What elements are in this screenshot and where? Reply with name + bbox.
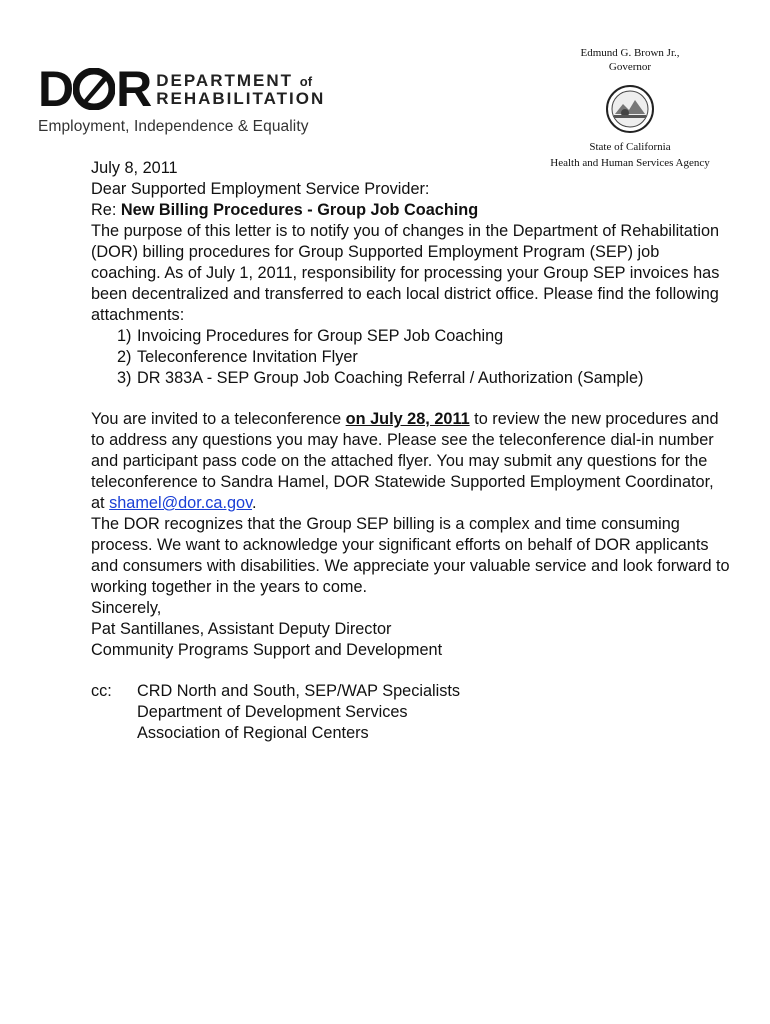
subject-label: Re: <box>91 201 117 219</box>
contact-email-link[interactable]: shamel@dor.ca.gov <box>109 494 253 512</box>
attachment-text: Teleconference Invitation Flyer <box>137 348 358 366</box>
dor-logo-o-icon <box>73 68 115 110</box>
department-line1: DEPARTMENT <box>156 70 294 90</box>
signer-name-title: Pat Santillanes, Assistant Deputy Director <box>91 620 392 638</box>
attachment-item <box>91 347 731 368</box>
paragraph-appreciation: The DOR recognizes that the Group SEP billing is a complex and time consuming process. We want to acknowledge your significant efforts on behalf of DOR applicants and consumers with disabilities. We appreciate your valuable service and look forward to working together in the years to come. <box>91 515 730 596</box>
attachment-text: Invoicing Procedures for Group SEP Job Coaching <box>137 327 504 345</box>
department-line2: REHABILITATION <box>156 88 326 108</box>
cc-recipient: Department of Development Services <box>137 703 408 721</box>
department-name <box>156 72 325 107</box>
teleconference-text-start: You are invited to a teleconference <box>91 410 346 428</box>
governor-name: Edmund G. Brown Jr., <box>580 47 680 59</box>
letter-subject <box>91 200 731 221</box>
dor-logo-d: D <box>38 61 73 117</box>
attachment-number: 3) <box>117 369 132 387</box>
attachment-item <box>91 326 731 347</box>
agency-name: Health and Human Services Agency <box>550 157 710 169</box>
attachment-item <box>91 368 731 389</box>
dor-logo <box>38 61 326 136</box>
attachment-text: DR 383A - SEP Group Job Coaching Referral / Authorization (Sample) <box>137 369 644 387</box>
letter-body <box>91 158 731 744</box>
department-of: of <box>299 73 313 89</box>
governor-title: Governor <box>608 61 652 73</box>
attachment-number: 1) <box>117 327 132 345</box>
cc-recipient: CRD North and South, SEP/WAP Specialists <box>137 682 461 700</box>
attachments-list <box>91 326 731 389</box>
dor-logo-r: R <box>116 61 151 117</box>
governor-block <box>530 46 730 170</box>
teleconference-date: on July 28, 2011 <box>345 410 470 428</box>
paragraph-teleconference <box>91 409 731 514</box>
letter-closing: Sincerely, <box>91 599 162 617</box>
attachment-number: 2) <box>117 348 132 366</box>
cc-list <box>137 681 460 744</box>
cc-recipient: Association of Regional Centers <box>137 724 369 742</box>
letter-greeting: Dear Supported Employment Service Provider: <box>91 180 430 198</box>
letter-date: July 8, 2011 <box>91 159 178 177</box>
teleconference-text-end: . <box>252 494 257 512</box>
cc-block <box>91 681 731 744</box>
state-seal-icon <box>605 84 655 134</box>
paragraph-purpose: The purpose of this letter is to notify you of changes in the Department of Rehabilitation (DOR) billing procedures for Group Supported Employment Program (SEP) job coaching. As of July 1, 2011, responsibility for processing your Group SEP invoices has been decentralized and transferred to each local district office. Please find the following attachments: <box>91 222 720 324</box>
state-name: State of California <box>589 141 671 153</box>
subject-text: New Billing Procedures - Group Job Coaching <box>120 201 479 219</box>
signer-unit: Community Programs Support and Development <box>91 641 443 659</box>
cc-label: cc: <box>91 682 112 700</box>
teleconference-text-body: to review the new procedures and to address any questions you may have. Please see the teleconference dial-in number and participant pass code on the attached flyer. You may submit any questions for the teleconference to Sandra Hamel, DOR Statewide Supported Employment Coordinator, at <box>91 410 719 512</box>
tagline: Employment, Independence & Equality <box>38 118 309 135</box>
dor-logo-mark <box>38 61 151 117</box>
